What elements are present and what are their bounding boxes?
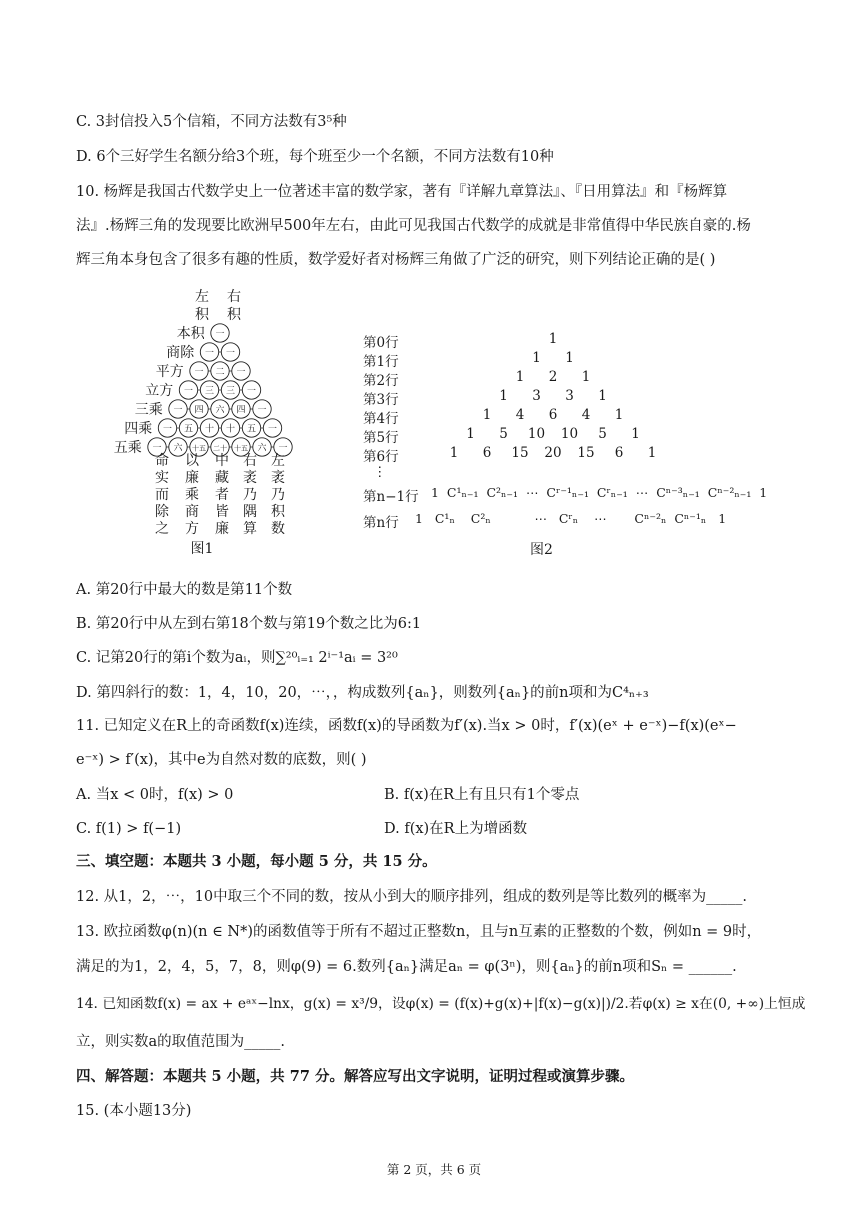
fig2-number: 1 [614, 407, 624, 423]
bottom-text: 乃 [271, 487, 285, 503]
figure-1-caption: 图1 [190, 541, 214, 557]
bottom-text: 乃 [243, 487, 257, 503]
fig2-number: 1 [532, 350, 541, 366]
fig2-row-label: 第6行 [363, 449, 399, 465]
circle-label: 四 [194, 405, 204, 416]
fig2-row-label: 第2行 [363, 373, 399, 389]
row-label: 立方 [145, 383, 174, 399]
fig2-number: 1 [565, 350, 574, 366]
figure-2-pascal-numeric [355, 325, 768, 560]
fig2-number: 1 [647, 445, 657, 461]
question-10-line3: 辉三角本身包含了很多有趣的性质，数学爱好者对杨辉三角做了广泛的研究，则下列结论正确的是( ) [76, 252, 716, 268]
question-14-line2: 立，则实数a的取值范围为_____. [76, 1034, 286, 1050]
bottom-text: 乘 [185, 487, 199, 503]
bottom-text: 中 [215, 453, 229, 469]
top-label: 积 [227, 307, 241, 323]
circle-label: 五 [246, 424, 257, 435]
bottom-text: 左 [271, 453, 285, 469]
option-d11: D. f(x)在R上为增函数 [384, 821, 528, 837]
option-d10: D. 第四斜行的数：1，4，10，20，⋯，，构成数列{aₙ}，则数列{aₙ}的前n项和为C⁴ₙ₊₃ [76, 685, 649, 701]
circle-label: 六 [173, 443, 183, 454]
fig2-number: 3 [532, 388, 541, 404]
fig2-row-label: 第n行 [363, 515, 399, 531]
fig2-number: 15 [511, 445, 529, 461]
option-c11: C. f(1) > f(−1) [76, 821, 182, 837]
figure-2-caption: 图2 [530, 542, 553, 558]
circle-label: 六 [257, 443, 267, 454]
question-12: 12. 从1，2，⋯，10中取三个不同的数，按从小到大的顺序排列，组成的数列是等比数列的概率为_____. [76, 889, 747, 905]
circle-label: 六 [215, 405, 225, 416]
fig2-number: 5 [598, 426, 607, 442]
circle-label: 四 [236, 405, 246, 416]
fig2-row-n-minus-1: 1 C¹ₙ₋₁ C²ₙ₋₁ ⋯ Cʳ⁻¹ₙ₋₁ Cʳₙ₋₁ ⋯ Cⁿ⁻³ₙ₋₁ Cⁿ⁻²ₙ₋₁ 1 [431, 485, 768, 500]
fig2-number: 6 [482, 445, 492, 461]
bottom-text: 右 [243, 453, 257, 469]
fig2-number: 1 [482, 407, 492, 423]
fig2-row-label: 第4行 [363, 411, 399, 427]
fig2-number: 20 [544, 445, 562, 461]
bottom-text: 以 [185, 453, 199, 469]
bottom-text: 袤 [243, 470, 257, 486]
fig2-number: 1 [598, 388, 607, 404]
circle-label: 一 [215, 329, 225, 340]
circle-label: 一 [152, 443, 162, 454]
bottom-text: 隅 [243, 504, 257, 520]
fig2-number: 4 [515, 407, 525, 423]
fig2-row-label: ⋮ [373, 464, 387, 480]
fig2-number: 6 [548, 407, 558, 423]
circle-label: 十 [225, 424, 236, 435]
row-label: 五乘 [113, 440, 142, 456]
option-c9: C. 3封信投入5个信箱，不同方法数有3⁵种 [76, 114, 347, 130]
bottom-text: 除 [155, 504, 169, 520]
option-b10: B. 第20行中从左到右第18个数与第19个数之比为6:1 [76, 616, 422, 632]
fig2-row-label: 第1行 [363, 354, 399, 370]
bottom-text: 数 [271, 521, 285, 537]
question-11-line1: 11. 已知定义在R上的奇函数f(x)连续，函数f(x)的导函数为f′(x).当x > 0时，f′(x)(eˣ + e⁻ˣ)−f(x)(eˣ− [76, 718, 737, 734]
fig2-number: 6 [614, 445, 624, 461]
fig2-number: 1 [515, 369, 525, 385]
circle-label: 十五 [234, 444, 248, 453]
fig2-number: 10 [560, 426, 579, 442]
circle-label: 一 [173, 405, 183, 416]
fig2-row-label: 第n−1行 [363, 489, 419, 505]
circle-label: 一 [278, 443, 288, 454]
option-d9: D. 6个三好学生名额分给3个班，每个班至少一个名额，不同方法数有10种 [76, 149, 554, 165]
bottom-text: 积 [271, 504, 285, 520]
fig2-row-label: 第0行 [363, 335, 399, 351]
fig2-number: 5 [499, 426, 508, 442]
fig2-row-n: 1 C¹ₙ C²ₙ ⋯ Cʳₙ ⋯ Cⁿ⁻²ₙ Cⁿ⁻¹ₙ 1 [415, 511, 727, 526]
bottom-text: 算 [243, 521, 257, 537]
fig2-number: 4 [581, 407, 591, 423]
bottom-text: 皆 [215, 504, 229, 520]
fig2-number: 10 [527, 426, 546, 442]
circle-label: 一 [194, 367, 204, 378]
circle-label: 一 [183, 386, 194, 397]
row-label: 本积 [176, 326, 205, 342]
option-c10: C. 记第20行的第i个数为aᵢ，则∑²⁰ᵢ₌₁ 2ⁱ⁻¹aᵢ = 3²⁰ [76, 650, 398, 666]
question-15-heading: 15. (本小题13分) [76, 1103, 192, 1119]
page-footer: 第 2 页，共 6 页 [386, 1162, 482, 1177]
circle-label: 五 [183, 424, 194, 435]
circle-label: 二十 [213, 444, 227, 453]
circle-label: 一 [267, 424, 278, 435]
bottom-text: 廉 [215, 521, 229, 537]
bottom-text: 之 [155, 521, 169, 537]
bottom-text: 者 [215, 487, 229, 503]
fig2-number: 1 [548, 331, 558, 347]
question-10-line1: 10. 杨辉是我国古代数学史上一位著述丰富的数学家，著有『详解九章算法』、『日用算法』和『杨辉算 [76, 184, 728, 200]
circle-label: 一 [257, 405, 267, 416]
circle-label: 一 [225, 348, 236, 359]
circle-label: 一 [162, 424, 173, 435]
top-label: 右 [227, 289, 241, 305]
fig2-number: 15 [577, 445, 595, 461]
fig2-number: 1 [449, 445, 459, 461]
question-10-line2: 法』.杨辉三角的发现要比欧洲早500年左右，由此可见我国古代数学的成就是非常值得中华民族自豪的.杨 [76, 218, 751, 234]
bottom-text: 袤 [271, 470, 285, 486]
option-b11: B. f(x)在R上有且只有1个零点 [384, 787, 580, 803]
row-label: 三乘 [134, 402, 163, 418]
fig2-number: 2 [548, 369, 558, 385]
fig2-number: 3 [565, 388, 574, 404]
fig2-number: 1 [499, 388, 508, 404]
option-a10: A. 第20行中最大的数是第11个数 [76, 582, 293, 598]
circle-label: 二 [215, 367, 225, 378]
fig2-number: 1 [581, 369, 591, 385]
bottom-text: 命 [155, 453, 169, 469]
section-3-heading: 三、填空题：本题共 3 小题，每小题 5 分，共 15 分。 [76, 853, 437, 870]
circle-label: 十 [204, 424, 215, 435]
option-a11: A. 当x < 0时，f(x) > 0 [76, 787, 234, 803]
circle-label: 十五 [192, 444, 206, 453]
top-label: 积 [195, 307, 209, 323]
bottom-text: 藏 [215, 470, 229, 486]
figure-1-yanghui-chinese [80, 285, 320, 560]
bottom-text: 而 [155, 487, 169, 503]
row-label: 四乘 [124, 421, 153, 437]
fig2-row-label: 第5行 [363, 430, 399, 446]
question-13-line2: 满足的为1，2，4，5，7，8，则φ(9) = 6.数列{aₙ}满足aₙ = φ(3ⁿ)，则{aₙ}的前n项和Sₙ = ______. [76, 959, 737, 975]
question-13-line1: 13. 欧拉函数φ(n)(n ∈ N*)的函数值等于所有不超过正整数n，且与n互素的正整数的个数，例如n = 9时， [76, 924, 762, 940]
fig2-row-label: 第3行 [363, 392, 399, 408]
circle-label: 一 [236, 367, 246, 378]
bottom-text: 廉 [185, 470, 199, 486]
question-11-line2: e⁻ˣ) > f′(x)，其中e为自然对数的底数，则( ) [76, 752, 367, 768]
fig2-number: 1 [631, 426, 640, 442]
bottom-text: 商 [185, 504, 199, 520]
fig2-number: 1 [466, 426, 475, 442]
circle-label: 一 [246, 386, 257, 397]
circle-label: 三 [204, 386, 215, 397]
circle-label: 一 [204, 348, 215, 359]
question-14-line1: 14. 已知函数f(x) = ax + eᵃˣ−lnx，g(x) = x³/9，设φ(x) = (f(x)+g(x)+|f(x)−g(x)|)/2.若φ(x) ≥ x在(0, +∞)上恒成 [76, 996, 806, 1012]
top-label: 左 [195, 289, 209, 305]
section-4-heading: 四、解答题：本题共 5 小题，共 77 分。解答应写出文字说明，证明过程或演算步骤。 [76, 1068, 634, 1085]
bottom-text: 实 [155, 470, 169, 486]
bottom-text: 方 [185, 521, 199, 537]
row-label: 平方 [155, 364, 184, 380]
circle-label: 三 [225, 386, 236, 397]
row-label: 商除 [166, 345, 195, 361]
